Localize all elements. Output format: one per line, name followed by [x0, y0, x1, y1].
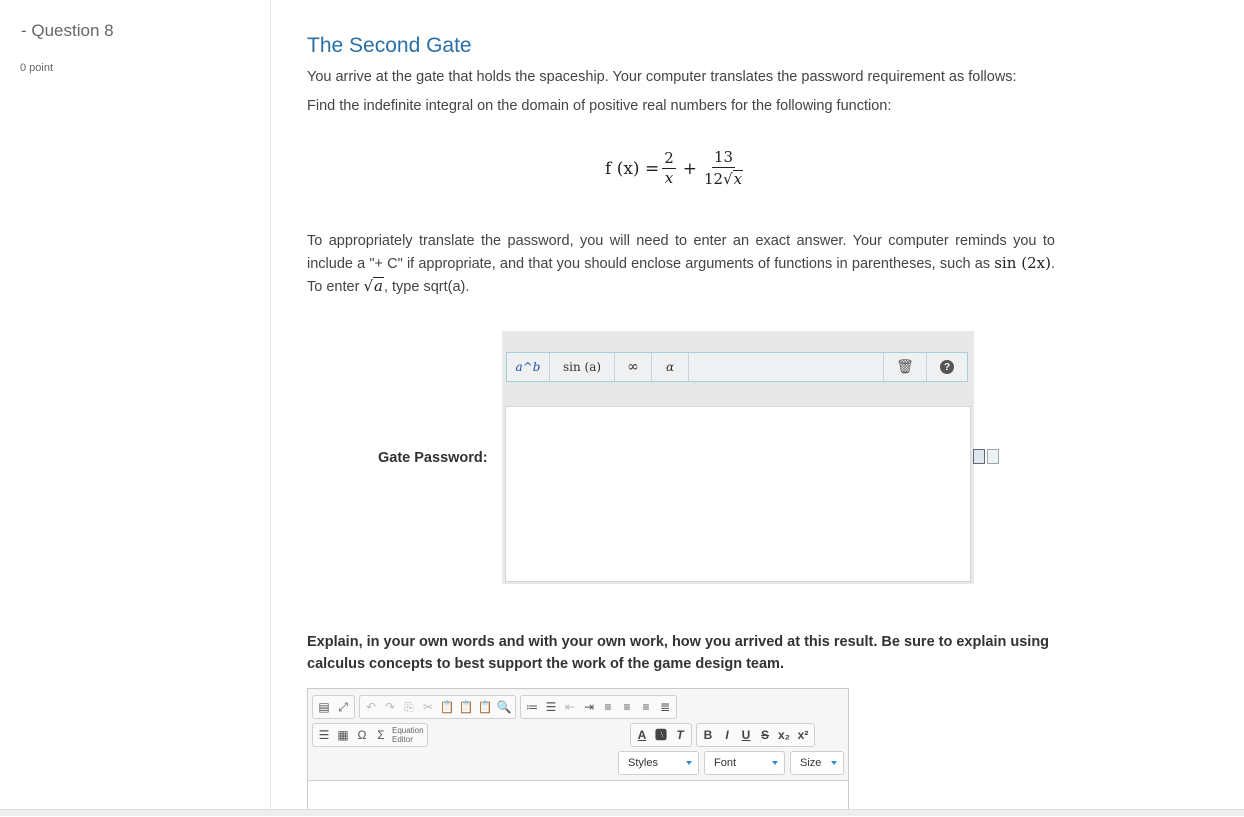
intro-text: You arrive at the gate that holds the spaceship. Your computer translates the password requirement as follows:	[307, 69, 1017, 85]
formula-plus: +	[682, 158, 697, 179]
table-icon[interactable]: ▦	[337, 728, 349, 742]
align-left-icon[interactable]: ≡	[604, 700, 612, 714]
horizontal-line-icon[interactable]: ☰	[318, 728, 330, 742]
gate-password-label: Gate Password:	[378, 450, 488, 466]
sin-example: sin (2x)	[994, 254, 1051, 272]
align-right-icon[interactable]: ≡	[642, 700, 650, 714]
paste-text-icon[interactable]: 📋	[458, 700, 474, 714]
equation-editor-button[interactable]: Equation Editor	[392, 726, 424, 744]
document-icon[interactable]	[987, 449, 999, 464]
sin-button[interactable]: sin (a)	[550, 353, 615, 381]
find-icon[interactable]: 🔍	[496, 700, 512, 714]
copy-icon[interactable]: ⎘	[404, 700, 414, 714]
trash-icon[interactable]: 🗑	[884, 353, 927, 381]
help-button[interactable]	[927, 353, 967, 381]
outdent-icon[interactable]: ⇤	[564, 700, 576, 714]
alpha-button[interactable]: α	[652, 353, 689, 381]
subscript-icon[interactable]: x₂	[777, 728, 790, 742]
task-text: Find the indefinite integral on the domain of positive real numbers for the following function:	[307, 98, 892, 114]
function-formula	[605, 150, 746, 187]
answer-tools	[973, 449, 999, 464]
styles-dropdown[interactable]: Styles	[618, 751, 699, 775]
redo-icon[interactable]: ↷	[384, 700, 396, 714]
fraction-2-over-x: $\frac{2}{x}$	[664, 149, 674, 187]
numbered-list-icon[interactable]: ≔	[526, 700, 538, 714]
bullet-list-icon[interactable]: ☰	[545, 700, 557, 714]
text-color-icon[interactable]: A	[637, 728, 647, 742]
rte-format-row	[630, 723, 819, 747]
undo-icon[interactable]: ↶	[365, 700, 377, 714]
question-points: 0 point	[20, 62, 54, 74]
underline-icon[interactable]: U	[741, 728, 751, 742]
align-center-icon[interactable]: ≡	[623, 700, 631, 714]
rte-toolbar-row-1	[312, 695, 681, 719]
font-dropdown[interactable]: Font	[704, 751, 785, 775]
size-dropdown[interactable]: Size	[790, 751, 844, 775]
maximize-icon[interactable]: ⤢	[338, 700, 348, 714]
power-button[interactable]: a^b	[507, 353, 550, 381]
rte-toolbar-row-2	[312, 723, 432, 747]
indent-icon[interactable]: ⇥	[583, 700, 595, 714]
remove-format-icon[interactable]: T	[676, 728, 684, 742]
infinity-button[interactable]: ∞	[615, 353, 652, 381]
preview-icon[interactable]	[973, 449, 985, 464]
superscript-icon[interactable]: x²	[797, 728, 809, 742]
italic-icon[interactable]: I	[725, 728, 729, 742]
question-sidebar	[0, 0, 271, 810]
strikethrough-icon[interactable]: S	[760, 728, 769, 742]
cut-icon[interactable]: ✂	[422, 700, 434, 714]
page-title: The Second Gate	[307, 34, 472, 57]
chevron-down-icon	[831, 761, 837, 765]
paste-word-icon[interactable]: 📋	[477, 700, 493, 714]
question-title: - Question 8	[21, 21, 114, 40]
math-toolbar	[506, 352, 968, 382]
paste-icon[interactable]: 📋	[439, 700, 455, 714]
justify-icon[interactable]: ≣	[659, 700, 671, 714]
help-icon: ?	[940, 360, 954, 374]
bold-icon[interactable]: B	[703, 728, 713, 742]
explain-prompt: Explain, in your own words and with your own work, how you arrived at this result. Be sure to explain using calculus concepts to best support the work of the game design team.	[307, 634, 1050, 672]
special-char-icon[interactable]: Ω	[357, 728, 367, 742]
gate-password-input[interactable]	[505, 406, 971, 582]
chevron-down-icon	[772, 761, 778, 765]
background-color-icon[interactable]: 🅰	[654, 728, 667, 742]
formula-lhs: f (x) =	[605, 158, 660, 179]
chevron-down-icon	[686, 761, 692, 765]
fraction-13-over-12-root-x: $\frac{13}{12√x}$	[704, 148, 743, 188]
source-icon[interactable]: ▤	[318, 700, 330, 714]
sigma-icon[interactable]: Σ	[377, 728, 385, 742]
toolbar-spacer	[689, 353, 884, 381]
instructions-text: To appropriately translate the password, you will need to enter an exact answer. Your computer reminds you to include a "+ C" if appropriate, and that you should enclose arguments of functions in parentheses, such as sin (2x). To enter √a, type sqrt(a).	[307, 233, 1056, 295]
